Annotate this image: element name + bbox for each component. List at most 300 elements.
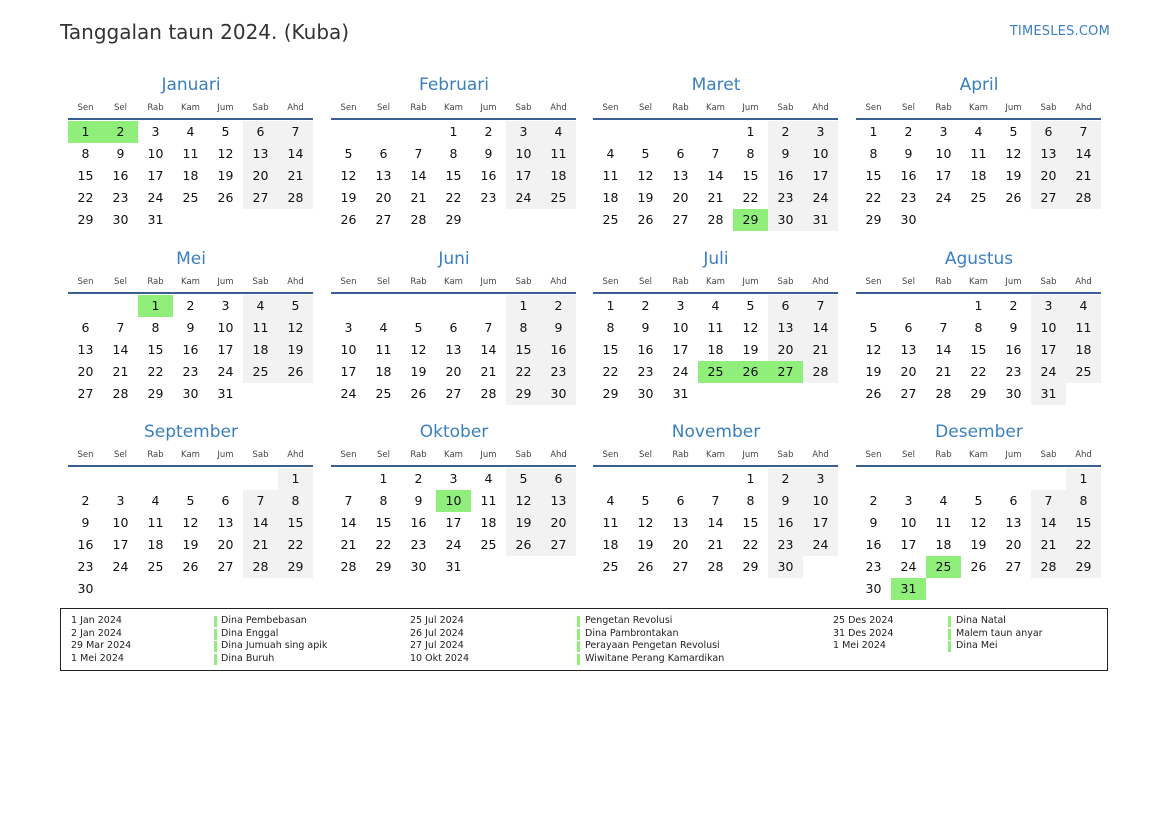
day-cell[interactable]: 20 xyxy=(217,537,234,552)
day-cell[interactable]: 25 xyxy=(1075,364,1092,379)
day-cell[interactable]: 28 xyxy=(1075,190,1092,205)
day-cell[interactable]: 17 xyxy=(340,364,357,379)
day-cell[interactable]: 15 xyxy=(1075,515,1092,530)
day-cell[interactable]: 11 xyxy=(602,515,619,530)
day-cell[interactable]: 5 xyxy=(641,493,650,508)
day-cell[interactable]: 1 xyxy=(869,124,878,139)
holiday-day-cell[interactable]: 25 xyxy=(698,361,733,383)
day-cell[interactable]: 24 xyxy=(445,537,462,552)
day-cell[interactable]: 7 xyxy=(116,320,125,335)
day-cell[interactable]: 5 xyxy=(221,124,230,139)
day-cell[interactable]: 14 xyxy=(935,342,952,357)
day-cell[interactable]: 27 xyxy=(445,386,462,401)
day-cell[interactable]: 25 xyxy=(375,386,392,401)
day-cell[interactable]: 27 xyxy=(375,212,392,227)
day-cell[interactable]: 27 xyxy=(252,190,269,205)
day-cell[interactable]: 8 xyxy=(81,146,90,161)
day-cell[interactable]: 24 xyxy=(812,190,829,205)
day-cell[interactable]: 16 xyxy=(480,168,497,183)
day-cell[interactable]: 21 xyxy=(707,537,724,552)
day-cell[interactable]: 8 xyxy=(746,493,755,508)
day-cell[interactable]: 14 xyxy=(707,515,724,530)
day-cell[interactable]: 9 xyxy=(414,493,423,508)
day-cell[interactable]: 7 xyxy=(1079,124,1088,139)
day-cell[interactable]: 9 xyxy=(116,146,125,161)
day-cell[interactable]: 28 xyxy=(340,559,357,574)
day-cell[interactable]: 21 xyxy=(287,168,304,183)
day-cell[interactable]: 28 xyxy=(707,212,724,227)
day-cell[interactable]: 11 xyxy=(252,320,269,335)
day-cell[interactable]: 12 xyxy=(340,168,357,183)
day-cell[interactable]: 31 xyxy=(1040,386,1057,401)
day-cell[interactable]: 23 xyxy=(777,537,794,552)
day-cell[interactable]: 15 xyxy=(77,168,94,183)
day-cell[interactable]: 11 xyxy=(1075,320,1092,335)
day-cell[interactable]: 23 xyxy=(637,364,654,379)
day-cell[interactable]: 8 xyxy=(449,146,458,161)
day-cell[interactable]: 22 xyxy=(375,537,392,552)
day-cell[interactable]: 13 xyxy=(77,342,94,357)
day-cell[interactable]: 21 xyxy=(340,537,357,552)
day-cell[interactable]: 1 xyxy=(606,298,615,313)
day-cell[interactable]: 30 xyxy=(410,559,427,574)
day-cell[interactable]: 15 xyxy=(375,515,392,530)
day-cell[interactable]: 13 xyxy=(217,515,234,530)
day-cell[interactable]: 29 xyxy=(445,212,462,227)
day-cell[interactable]: 27 xyxy=(900,386,917,401)
day-cell[interactable]: 2 xyxy=(1009,298,1018,313)
day-cell[interactable]: 17 xyxy=(147,168,164,183)
day-cell[interactable]: 2 xyxy=(414,471,423,486)
day-cell[interactable]: 24 xyxy=(812,537,829,552)
day-cell[interactable]: 11 xyxy=(935,515,952,530)
day-cell[interactable]: 18 xyxy=(602,537,619,552)
day-cell[interactable]: 20 xyxy=(375,190,392,205)
day-cell[interactable]: 8 xyxy=(291,493,300,508)
day-cell[interactable]: 2 xyxy=(186,298,195,313)
day-cell[interactable]: 1 xyxy=(1079,471,1088,486)
day-cell[interactable]: 8 xyxy=(1079,493,1088,508)
day-cell[interactable]: 4 xyxy=(1079,298,1088,313)
day-cell[interactable]: 20 xyxy=(1005,537,1022,552)
day-cell[interactable]: 20 xyxy=(777,342,794,357)
day-cell[interactable]: 2 xyxy=(904,124,913,139)
day-cell[interactable]: 25 xyxy=(602,212,619,227)
day-cell[interactable]: 18 xyxy=(935,537,952,552)
day-cell[interactable]: 19 xyxy=(970,537,987,552)
day-cell[interactable]: 5 xyxy=(291,298,300,313)
day-cell[interactable]: 6 xyxy=(221,493,230,508)
day-cell[interactable]: 10 xyxy=(217,320,234,335)
day-cell[interactable]: 18 xyxy=(252,342,269,357)
day-cell[interactable]: 5 xyxy=(746,298,755,313)
day-cell[interactable]: 16 xyxy=(777,168,794,183)
day-cell[interactable]: 27 xyxy=(672,212,689,227)
day-cell[interactable]: 28 xyxy=(707,559,724,574)
day-cell[interactable]: 21 xyxy=(480,364,497,379)
day-cell[interactable]: 28 xyxy=(252,559,269,574)
day-cell[interactable]: 3 xyxy=(816,471,825,486)
day-cell[interactable]: 29 xyxy=(147,386,164,401)
day-cell[interactable]: 23 xyxy=(410,537,427,552)
day-cell[interactable]: 26 xyxy=(1005,190,1022,205)
day-cell[interactable]: 21 xyxy=(112,364,129,379)
day-cell[interactable]: 18 xyxy=(182,168,199,183)
day-cell[interactable]: 28 xyxy=(287,190,304,205)
day-cell[interactable]: 7 xyxy=(291,124,300,139)
day-cell[interactable]: 8 xyxy=(519,320,528,335)
day-cell[interactable]: 12 xyxy=(637,515,654,530)
day-cell[interactable]: 12 xyxy=(1005,146,1022,161)
day-cell[interactable]: 14 xyxy=(1075,146,1092,161)
day-cell[interactable]: 18 xyxy=(550,168,567,183)
day-cell[interactable]: 26 xyxy=(182,559,199,574)
day-cell[interactable]: 20 xyxy=(445,364,462,379)
day-cell[interactable]: 10 xyxy=(900,515,917,530)
day-cell[interactable]: 31 xyxy=(445,559,462,574)
day-cell[interactable]: 2 xyxy=(781,124,790,139)
day-cell[interactable]: 1 xyxy=(291,471,300,486)
day-cell[interactable]: 23 xyxy=(777,190,794,205)
day-cell[interactable]: 15 xyxy=(602,342,619,357)
day-cell[interactable]: 15 xyxy=(742,515,759,530)
day-cell[interactable]: 2 xyxy=(484,124,493,139)
day-cell[interactable]: 11 xyxy=(480,493,497,508)
day-cell[interactable]: 25 xyxy=(602,559,619,574)
day-cell[interactable]: 13 xyxy=(672,168,689,183)
day-cell[interactable]: 13 xyxy=(900,342,917,357)
day-cell[interactable]: 15 xyxy=(147,342,164,357)
day-cell[interactable]: 10 xyxy=(340,342,357,357)
day-cell[interactable]: 19 xyxy=(637,190,654,205)
day-cell[interactable]: 18 xyxy=(375,364,392,379)
day-cell[interactable]: 5 xyxy=(519,471,528,486)
day-cell[interactable]: 25 xyxy=(147,559,164,574)
day-cell[interactable]: 31 xyxy=(672,386,689,401)
day-cell[interactable]: 26 xyxy=(637,212,654,227)
day-cell[interactable]: 25 xyxy=(480,537,497,552)
day-cell[interactable]: 18 xyxy=(1075,342,1092,357)
holiday-day-cell[interactable]: 27 xyxy=(768,361,803,383)
day-cell[interactable]: 25 xyxy=(252,364,269,379)
day-cell[interactable]: 21 xyxy=(252,537,269,552)
site-link[interactable]: TIMESLES.COM xyxy=(1009,24,1110,39)
day-cell[interactable]: 3 xyxy=(519,124,528,139)
day-cell[interactable]: 30 xyxy=(112,212,129,227)
day-cell[interactable]: 18 xyxy=(480,515,497,530)
day-cell[interactable]: 10 xyxy=(112,515,129,530)
day-cell[interactable]: 19 xyxy=(410,364,427,379)
day-cell[interactable]: 11 xyxy=(602,168,619,183)
day-cell[interactable]: 20 xyxy=(252,168,269,183)
day-cell[interactable]: 26 xyxy=(287,364,304,379)
day-cell[interactable]: 18 xyxy=(602,190,619,205)
day-cell[interactable]: 24 xyxy=(147,190,164,205)
day-cell[interactable]: 9 xyxy=(81,515,90,530)
day-cell[interactable]: 28 xyxy=(410,212,427,227)
day-cell[interactable]: 27 xyxy=(1040,190,1057,205)
day-cell[interactable]: 12 xyxy=(217,146,234,161)
day-cell[interactable]: 9 xyxy=(554,320,563,335)
day-cell[interactable]: 24 xyxy=(935,190,952,205)
day-cell[interactable]: 9 xyxy=(484,146,493,161)
day-cell[interactable]: 11 xyxy=(182,146,199,161)
day-cell[interactable]: 23 xyxy=(182,364,199,379)
day-cell[interactable]: 3 xyxy=(344,320,353,335)
day-cell[interactable]: 13 xyxy=(445,342,462,357)
day-cell[interactable]: 10 xyxy=(812,493,829,508)
day-cell[interactable]: 22 xyxy=(147,364,164,379)
day-cell[interactable]: 29 xyxy=(375,559,392,574)
day-cell[interactable]: 21 xyxy=(1040,537,1057,552)
day-cell[interactable]: 14 xyxy=(410,168,427,183)
day-cell[interactable]: 5 xyxy=(186,493,195,508)
day-cell[interactable]: 24 xyxy=(672,364,689,379)
day-cell[interactable]: 7 xyxy=(939,320,948,335)
day-cell[interactable]: 19 xyxy=(1005,168,1022,183)
day-cell[interactable]: 15 xyxy=(445,168,462,183)
day-cell[interactable]: 30 xyxy=(637,386,654,401)
day-cell[interactable]: 4 xyxy=(186,124,195,139)
day-cell[interactable]: 29 xyxy=(77,212,94,227)
day-cell[interactable]: 22 xyxy=(602,364,619,379)
day-cell[interactable]: 15 xyxy=(742,168,759,183)
day-cell[interactable]: 7 xyxy=(816,298,825,313)
day-cell[interactable]: 3 xyxy=(939,124,948,139)
day-cell[interactable]: 28 xyxy=(935,386,952,401)
day-cell[interactable]: 22 xyxy=(1075,537,1092,552)
day-cell[interactable]: 8 xyxy=(746,146,755,161)
day-cell[interactable]: 14 xyxy=(1040,515,1057,530)
holiday-day-cell[interactable]: 10 xyxy=(436,490,471,512)
day-cell[interactable]: 7 xyxy=(1044,493,1053,508)
day-cell[interactable]: 17 xyxy=(445,515,462,530)
day-cell[interactable]: 7 xyxy=(414,146,423,161)
day-cell[interactable]: 30 xyxy=(777,559,794,574)
day-cell[interactable]: 14 xyxy=(480,342,497,357)
holiday-day-cell[interactable]: 31 xyxy=(891,578,926,600)
day-cell[interactable]: 10 xyxy=(1040,320,1057,335)
day-cell[interactable]: 5 xyxy=(414,320,423,335)
day-cell[interactable]: 8 xyxy=(151,320,160,335)
day-cell[interactable]: 12 xyxy=(182,515,199,530)
day-cell[interactable]: 13 xyxy=(1040,146,1057,161)
day-cell[interactable]: 28 xyxy=(812,364,829,379)
day-cell[interactable]: 9 xyxy=(869,515,878,530)
day-cell[interactable]: 14 xyxy=(252,515,269,530)
day-cell[interactable]: 5 xyxy=(974,493,983,508)
day-cell[interactable]: 3 xyxy=(816,124,825,139)
day-cell[interactable]: 8 xyxy=(606,320,615,335)
day-cell[interactable]: 12 xyxy=(742,320,759,335)
day-cell[interactable]: 6 xyxy=(1009,493,1018,508)
day-cell[interactable]: 20 xyxy=(77,364,94,379)
holiday-day-cell[interactable]: 25 xyxy=(926,556,961,578)
day-cell[interactable]: 13 xyxy=(672,515,689,530)
day-cell[interactable]: 6 xyxy=(449,320,458,335)
day-cell[interactable]: 25 xyxy=(550,190,567,205)
day-cell[interactable]: 17 xyxy=(217,342,234,357)
day-cell[interactable]: 14 xyxy=(112,342,129,357)
day-cell[interactable]: 22 xyxy=(865,190,882,205)
day-cell[interactable]: 26 xyxy=(340,212,357,227)
day-cell[interactable]: 17 xyxy=(515,168,532,183)
day-cell[interactable]: 27 xyxy=(217,559,234,574)
day-cell[interactable]: 30 xyxy=(865,581,882,596)
holiday-day-cell[interactable]: 29 xyxy=(733,209,768,231)
day-cell[interactable]: 23 xyxy=(77,559,94,574)
day-cell[interactable]: 24 xyxy=(340,386,357,401)
day-cell[interactable]: 27 xyxy=(77,386,94,401)
day-cell[interactable]: 30 xyxy=(900,212,917,227)
day-cell[interactable]: 14 xyxy=(812,320,829,335)
day-cell[interactable]: 17 xyxy=(935,168,952,183)
day-cell[interactable]: 14 xyxy=(707,168,724,183)
day-cell[interactable]: 19 xyxy=(742,342,759,357)
day-cell[interactable]: 31 xyxy=(812,212,829,227)
day-cell[interactable]: 10 xyxy=(515,146,532,161)
day-cell[interactable]: 25 xyxy=(182,190,199,205)
day-cell[interactable]: 7 xyxy=(484,320,493,335)
day-cell[interactable]: 4 xyxy=(939,493,948,508)
day-cell[interactable]: 12 xyxy=(287,320,304,335)
day-cell[interactable]: 23 xyxy=(112,190,129,205)
day-cell[interactable]: 3 xyxy=(151,124,160,139)
day-cell[interactable]: 9 xyxy=(781,493,790,508)
day-cell[interactable]: 5 xyxy=(869,320,878,335)
day-cell[interactable]: 3 xyxy=(449,471,458,486)
holiday-day-cell[interactable]: 26 xyxy=(733,361,768,383)
day-cell[interactable]: 23 xyxy=(480,190,497,205)
day-cell[interactable]: 4 xyxy=(606,146,615,161)
day-cell[interactable]: 31 xyxy=(147,212,164,227)
day-cell[interactable]: 22 xyxy=(515,364,532,379)
day-cell[interactable]: 7 xyxy=(344,493,353,508)
day-cell[interactable]: 15 xyxy=(515,342,532,357)
day-cell[interactable]: 7 xyxy=(711,146,720,161)
day-cell[interactable]: 14 xyxy=(340,515,357,530)
day-cell[interactable]: 1 xyxy=(746,471,755,486)
day-cell[interactable]: 27 xyxy=(1005,559,1022,574)
day-cell[interactable]: 20 xyxy=(1040,168,1057,183)
day-cell[interactable]: 20 xyxy=(672,190,689,205)
day-cell[interactable]: 11 xyxy=(375,342,392,357)
day-cell[interactable]: 6 xyxy=(81,320,90,335)
day-cell[interactable]: 15 xyxy=(865,168,882,183)
day-cell[interactable]: 20 xyxy=(550,515,567,530)
day-cell[interactable]: 31 xyxy=(217,386,234,401)
day-cell[interactable]: 17 xyxy=(112,537,129,552)
day-cell[interactable]: 13 xyxy=(1005,515,1022,530)
day-cell[interactable]: 17 xyxy=(1040,342,1057,357)
day-cell[interactable]: 18 xyxy=(707,342,724,357)
day-cell[interactable]: 21 xyxy=(935,364,952,379)
day-cell[interactable]: 7 xyxy=(711,493,720,508)
day-cell[interactable]: 29 xyxy=(1075,559,1092,574)
day-cell[interactable]: 5 xyxy=(1009,124,1018,139)
day-cell[interactable]: 24 xyxy=(112,559,129,574)
day-cell[interactable]: 5 xyxy=(641,146,650,161)
day-cell[interactable]: 23 xyxy=(865,559,882,574)
day-cell[interactable]: 3 xyxy=(904,493,913,508)
day-cell[interactable]: 7 xyxy=(256,493,265,508)
day-cell[interactable]: 6 xyxy=(554,471,563,486)
day-cell[interactable]: 6 xyxy=(781,298,790,313)
day-cell[interactable]: 30 xyxy=(550,386,567,401)
holiday-day-cell[interactable]: 2 xyxy=(103,121,138,143)
day-cell[interactable]: 21 xyxy=(410,190,427,205)
day-cell[interactable]: 22 xyxy=(287,537,304,552)
day-cell[interactable]: 27 xyxy=(550,537,567,552)
day-cell[interactable]: 16 xyxy=(182,342,199,357)
day-cell[interactable]: 13 xyxy=(777,320,794,335)
day-cell[interactable]: 4 xyxy=(484,471,493,486)
day-cell[interactable]: 9 xyxy=(1009,320,1018,335)
day-cell[interactable]: 11 xyxy=(970,146,987,161)
day-cell[interactable]: 4 xyxy=(151,493,160,508)
day-cell[interactable]: 19 xyxy=(217,168,234,183)
day-cell[interactable]: 28 xyxy=(480,386,497,401)
day-cell[interactable]: 15 xyxy=(970,342,987,357)
day-cell[interactable]: 20 xyxy=(900,364,917,379)
day-cell[interactable]: 10 xyxy=(147,146,164,161)
day-cell[interactable]: 3 xyxy=(116,493,125,508)
day-cell[interactable]: 10 xyxy=(672,320,689,335)
day-cell[interactable]: 16 xyxy=(112,168,129,183)
day-cell[interactable]: 26 xyxy=(970,559,987,574)
day-cell[interactable]: 30 xyxy=(777,212,794,227)
day-cell[interactable]: 28 xyxy=(112,386,129,401)
day-cell[interactable]: 5 xyxy=(344,146,353,161)
day-cell[interactable]: 21 xyxy=(1075,168,1092,183)
day-cell[interactable]: 12 xyxy=(970,515,987,530)
day-cell[interactable]: 27 xyxy=(672,559,689,574)
day-cell[interactable]: 20 xyxy=(672,537,689,552)
day-cell[interactable]: 2 xyxy=(641,298,650,313)
day-cell[interactable]: 4 xyxy=(606,493,615,508)
day-cell[interactable]: 29 xyxy=(602,386,619,401)
day-cell[interactable]: 6 xyxy=(676,493,685,508)
day-cell[interactable]: 12 xyxy=(410,342,427,357)
day-cell[interactable]: 6 xyxy=(676,146,685,161)
day-cell[interactable]: 21 xyxy=(812,342,829,357)
day-cell[interactable]: 22 xyxy=(742,190,759,205)
day-cell[interactable]: 26 xyxy=(865,386,882,401)
holiday-day-cell[interactable]: 1 xyxy=(138,295,173,317)
day-cell[interactable]: 10 xyxy=(812,146,829,161)
day-cell[interactable]: 2 xyxy=(781,471,790,486)
day-cell[interactable]: 9 xyxy=(904,146,913,161)
day-cell[interactable]: 17 xyxy=(672,342,689,357)
day-cell[interactable]: 29 xyxy=(865,212,882,227)
day-cell[interactable]: 19 xyxy=(515,515,532,530)
day-cell[interactable]: 30 xyxy=(77,581,94,596)
day-cell[interactable]: 12 xyxy=(865,342,882,357)
day-cell[interactable]: 3 xyxy=(1044,298,1053,313)
day-cell[interactable]: 23 xyxy=(550,364,567,379)
day-cell[interactable]: 16 xyxy=(550,342,567,357)
day-cell[interactable]: 24 xyxy=(900,559,917,574)
day-cell[interactable]: 6 xyxy=(904,320,913,335)
day-cell[interactable]: 17 xyxy=(812,168,829,183)
day-cell[interactable]: 3 xyxy=(676,298,685,313)
day-cell[interactable]: 16 xyxy=(410,515,427,530)
day-cell[interactable]: 16 xyxy=(900,168,917,183)
day-cell[interactable]: 4 xyxy=(554,124,563,139)
day-cell[interactable]: 18 xyxy=(147,537,164,552)
day-cell[interactable]: 23 xyxy=(900,190,917,205)
day-cell[interactable]: 1 xyxy=(974,298,983,313)
